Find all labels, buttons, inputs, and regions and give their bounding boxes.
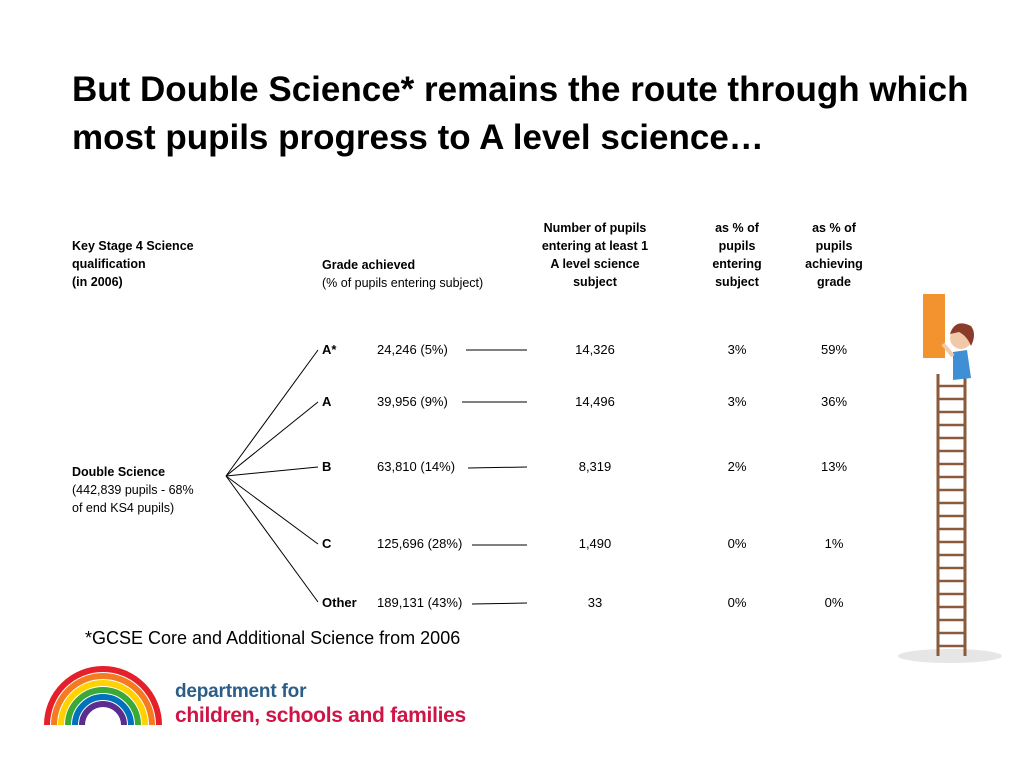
- branch-line-b: [226, 467, 318, 476]
- header-pct-achieving-line: as % of: [812, 221, 856, 235]
- header-pupils-line: entering at least 1: [541, 239, 649, 253]
- pct-entering-value: 0%: [727, 536, 747, 551]
- header-grade-line: (% of pupils entering subject): [322, 276, 484, 290]
- lead-line-other: [472, 603, 527, 604]
- header-qualification-line: (in 2006): [72, 275, 123, 289]
- lead-line-b: [468, 467, 527, 468]
- pct-entering-value: 2%: [727, 459, 747, 474]
- header-pct-achieving-line: grade: [816, 275, 852, 289]
- grade-count: 63,810 (14%): [377, 459, 456, 474]
- rainbow-logo-icon: [44, 665, 162, 727]
- pct-achieving-value: 13%: [820, 459, 848, 474]
- pct-entering-value: 3%: [727, 394, 747, 409]
- girl-body: [953, 350, 971, 380]
- header-pupils-line: A level science: [550, 257, 640, 271]
- header-pct-entering-line: entering: [712, 257, 762, 271]
- header-pct-entering-line: as % of: [715, 221, 759, 235]
- pupils-value: 8,319: [578, 459, 612, 474]
- grade-count: 24,246 (5%): [377, 342, 448, 357]
- header-grade-line: Grade achieved: [322, 258, 416, 272]
- branch-line-other: [226, 476, 318, 602]
- grade-count: 189,131 (43%): [377, 595, 463, 610]
- grade-label: B: [322, 459, 332, 474]
- pct-achieving-value: 0%: [824, 595, 844, 610]
- header-pct-entering-line: subject: [715, 275, 759, 289]
- grade-label: A: [322, 394, 332, 409]
- logo-line-2: children, schools and families: [175, 704, 466, 727]
- grade-label: A*: [322, 342, 337, 357]
- grade-count: 39,956 (9%): [377, 394, 448, 409]
- qualification-name: Double Science: [72, 465, 166, 479]
- header-qualification-line: Key Stage 4 Science: [72, 239, 194, 253]
- slide-title: But Double Science* remains the route through which most pupils progress to A level science…: [72, 70, 969, 157]
- header-pupils-line: Number of pupils: [543, 221, 647, 235]
- ladder-illustration: [895, 286, 1020, 670]
- header-pct-entering-line: pupils: [718, 239, 756, 253]
- grade-label: Other: [322, 595, 357, 610]
- pct-entering-value: 0%: [727, 595, 747, 610]
- branch-line-c: [226, 476, 318, 544]
- grade-count: 125,696 (28%): [377, 536, 463, 551]
- pct-achieving-value: 1%: [824, 536, 844, 551]
- orange-sign: [923, 294, 945, 358]
- ladder-shadow: [898, 649, 1002, 663]
- header-pct-achieving-line: pupils: [815, 239, 853, 253]
- grade-label: C: [322, 536, 332, 551]
- footnote: *GCSE Core and Additional Science from 2006: [85, 628, 461, 648]
- pupils-value: 14,326: [575, 342, 615, 357]
- logo-line-1: department for: [175, 681, 307, 702]
- qualification-detail: of end KS4 pupils): [72, 501, 175, 515]
- pupils-value: 14,496: [575, 394, 615, 409]
- rainbow-arc: [82, 704, 124, 725]
- header-qualification-line: qualification: [72, 257, 146, 271]
- ladder-rungs: [938, 386, 965, 646]
- header-pupils-line: subject: [573, 275, 617, 289]
- pct-achieving-value: 59%: [820, 342, 848, 357]
- qualification-detail: (442,839 pupils - 68%: [72, 483, 194, 497]
- pupils-value: 1,490: [578, 536, 612, 551]
- pct-achieving-value: 36%: [820, 394, 848, 409]
- pct-entering-value: 3%: [727, 342, 747, 357]
- pupils-value: 33: [587, 595, 603, 610]
- header-pct-achieving-line: achieving: [805, 257, 863, 271]
